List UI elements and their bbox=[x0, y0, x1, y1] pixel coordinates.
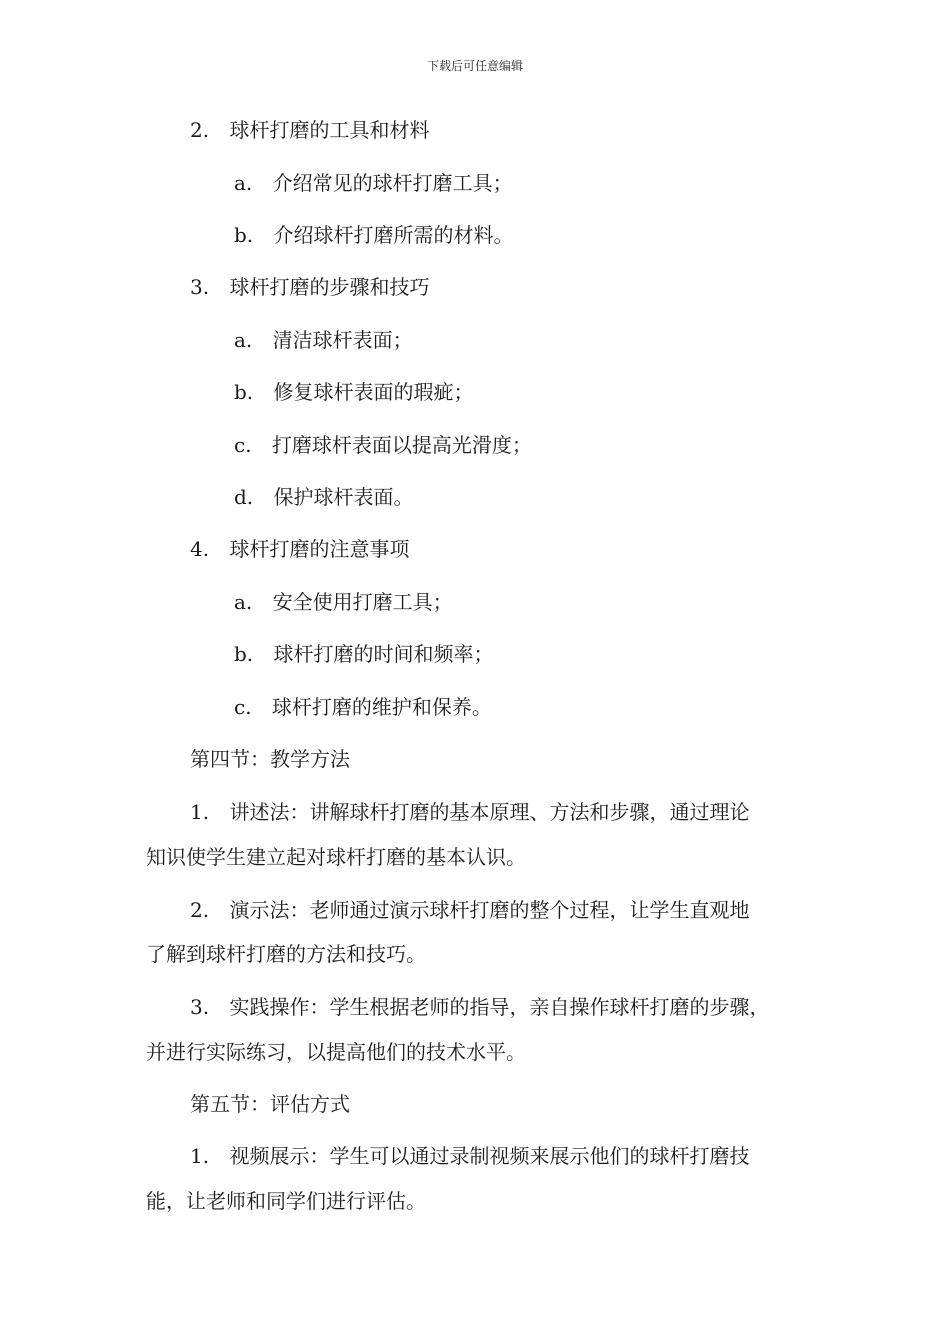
paragraph-continuation: 知识使学生建立起对球杆打磨的基本认识。 bbox=[146, 845, 526, 869]
paragraph-continuation: 并进行实际练习，以提高他们的技术水平。 bbox=[146, 1040, 526, 1064]
list-item bbox=[234, 222, 514, 248]
section-4-heading bbox=[190, 536, 409, 562]
list-item bbox=[234, 432, 532, 458]
list-item-text: 修复球杆表面的瑕疵； bbox=[273, 380, 474, 404]
paragraph-text: 演示法：老师通过演示球杆打磨的整个过程，让学生直观地 bbox=[229, 898, 750, 922]
list-item bbox=[234, 379, 474, 405]
list-item bbox=[234, 694, 492, 720]
list-item bbox=[234, 170, 513, 196]
list-marker: b. bbox=[234, 642, 254, 666]
list-item-text: 介绍常见的球杆打磨工具； bbox=[272, 171, 513, 195]
list-item-text: 打磨球杆表面以提高光滑度； bbox=[271, 433, 532, 457]
part-5-heading: 第五节：评估方式 bbox=[190, 1092, 350, 1116]
paragraph-text: 实践操作：学生根据老师的指导，亲自操作球杆打磨的步骤， bbox=[229, 995, 770, 1019]
list-item-text: 保护球杆表面。 bbox=[273, 485, 414, 509]
list-marker: c. bbox=[234, 695, 252, 719]
list-item bbox=[234, 589, 453, 615]
list-item bbox=[234, 327, 413, 353]
paragraph-continuation: 能，让老师和同学们进行评估。 bbox=[146, 1189, 426, 1213]
paragraph-number: 1. bbox=[190, 1144, 210, 1168]
list-item-text: 清洁球杆表面； bbox=[272, 328, 413, 352]
paragraph-text: 讲述法：讲解球杆打磨的基本原理、方法和步骤，通过理论 bbox=[229, 800, 750, 824]
list-marker: c. bbox=[234, 433, 252, 457]
paragraph-text: 视频展示：学生可以通过录制视频来展示他们的球杆打磨技 bbox=[229, 1144, 750, 1168]
section-3-heading bbox=[190, 274, 429, 300]
part-4-heading: 第四节：教学方法 bbox=[190, 747, 350, 771]
paragraph-number: 1. bbox=[190, 800, 210, 824]
section-3-title: 球杆打磨的步骤和技巧 bbox=[229, 275, 430, 299]
list-marker: a. bbox=[234, 590, 253, 614]
paragraph-line bbox=[190, 897, 749, 923]
paragraph-number: 3. bbox=[190, 995, 210, 1019]
paragraph-line bbox=[190, 994, 769, 1020]
list-item-text: 安全使用打磨工具； bbox=[272, 590, 453, 614]
list-marker: a. bbox=[234, 171, 253, 195]
list-marker: b. bbox=[234, 223, 254, 247]
list-item bbox=[234, 641, 494, 667]
paragraph-continuation: 了解到球杆打磨的方法和技巧。 bbox=[146, 942, 426, 966]
list-item-text: 球杆打磨的时间和频率； bbox=[273, 642, 494, 666]
section-2-number: 2. bbox=[190, 118, 210, 142]
list-item-text: 介绍球杆打磨所需的材料。 bbox=[273, 223, 514, 247]
list-marker: a. bbox=[234, 328, 253, 352]
paragraph-line bbox=[190, 799, 749, 825]
list-item bbox=[234, 484, 414, 510]
list-marker: b. bbox=[234, 380, 254, 404]
section-4-title: 球杆打磨的注意事项 bbox=[229, 537, 410, 561]
section-4-number: 4. bbox=[190, 537, 210, 561]
list-marker: d. bbox=[234, 485, 254, 509]
paragraph-line bbox=[190, 1143, 749, 1169]
paragraph-number: 2. bbox=[190, 898, 210, 922]
page-header: 下载后可任意编辑 bbox=[426, 59, 523, 73]
section-2-title: 球杆打磨的工具和材料 bbox=[229, 118, 430, 142]
list-item-text: 球杆打磨的维护和保养。 bbox=[271, 695, 492, 719]
section-2-heading bbox=[190, 117, 429, 143]
section-3-number: 3. bbox=[190, 275, 210, 299]
